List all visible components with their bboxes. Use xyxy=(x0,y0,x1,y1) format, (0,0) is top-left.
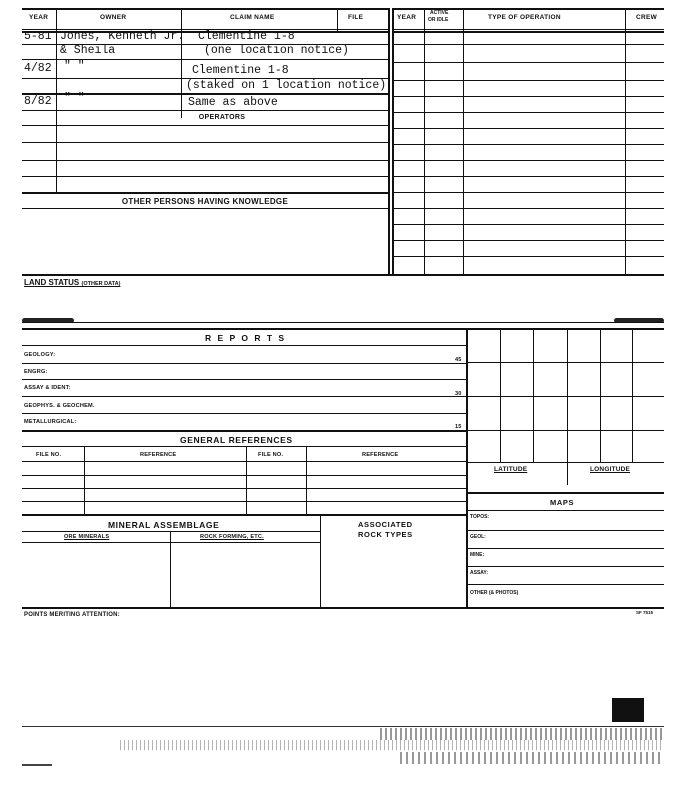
associated-label: ASSOCIATED xyxy=(358,520,413,529)
maps-row: TOPOS: xyxy=(470,514,490,520)
header-or-idle: OR IDLE xyxy=(428,17,449,23)
row-claim: (one location notice) xyxy=(204,44,349,57)
report-label: ENGRG: xyxy=(24,369,48,375)
rock-forming-header: ROCK FORMING, ETC. xyxy=(200,534,264,540)
header-claim-name: CLAIM NAME xyxy=(230,14,275,21)
row-owner: " " xyxy=(64,92,85,105)
ref-header-reference: REFERENCE xyxy=(362,452,399,458)
other-persons-label: OTHER PERSONS HAVING KNOWLEDGE xyxy=(121,197,289,206)
maps-row: MINE: xyxy=(470,552,485,558)
maps-title: MAPS xyxy=(550,498,575,507)
header-year: YEAR xyxy=(29,14,49,21)
maps-row: OTHER (& PHOTOS) xyxy=(470,590,519,596)
header-crew: CREW xyxy=(636,14,658,21)
report-label: METALLURGICAL: xyxy=(24,419,77,425)
row-owner: Jones, Kenneth Jr. xyxy=(60,30,185,43)
longitude-label: LONGITUDE xyxy=(590,466,631,473)
report-num: 45 xyxy=(455,357,462,363)
ref-header-file-no: FILE NO. xyxy=(36,452,62,458)
row-year: 5-81 xyxy=(24,30,52,43)
header-type-of-operation: TYPE OF OPERATION xyxy=(488,14,561,21)
row-claim: (staked on 1 location notice) xyxy=(186,79,387,92)
reports-title: R E P O R T S xyxy=(205,333,287,343)
ore-minerals-header: ORE MINERALS xyxy=(64,534,110,540)
row-year: 8/82 xyxy=(24,95,52,108)
maps-row: ASSAY: xyxy=(470,570,489,576)
report-label: ASSAY & IDENT: xyxy=(24,385,71,391)
latitude-label: LATITUDE xyxy=(494,466,528,473)
header-active: ACTIVE xyxy=(430,10,449,16)
row-owner: " " xyxy=(64,60,85,73)
land-status-label: LAND STATUS (OTHER DATA) xyxy=(24,278,121,287)
report-num: 15 xyxy=(455,424,462,430)
row-claim: Clementine 1-8 xyxy=(192,64,289,77)
rock-types-label: ROCK TYPES xyxy=(358,530,413,539)
row-claim: Clementine 1-8 xyxy=(198,30,295,43)
form-number: SF 7515 xyxy=(636,610,654,615)
row-year: 4/82 xyxy=(24,62,52,75)
header-year-2: YEAR xyxy=(397,14,417,21)
maps-row: GEOL: xyxy=(470,534,486,540)
header-owner: OWNER xyxy=(100,14,127,21)
row-claim: Same as above xyxy=(188,96,278,109)
ref-header-reference: REFERENCE xyxy=(140,452,177,458)
general-references-title: GENERAL REFERENCES xyxy=(180,435,293,445)
ref-header-file-no: FILE NO. xyxy=(258,452,284,458)
mineral-assemblage-title: MINERAL ASSEMBLAGE xyxy=(108,520,220,530)
points-meriting-attention-label: POINTS MERITING ATTENTION: xyxy=(24,612,120,618)
header-file: FILE xyxy=(348,14,364,21)
report-num: 30 xyxy=(455,391,462,397)
report-label: GEOLOGY: xyxy=(24,352,56,358)
operators-label: OPERATORS xyxy=(198,114,246,121)
report-label: GEOPHYS. & GEOCHEM. xyxy=(24,403,95,409)
row-owner: & Sheila xyxy=(60,44,116,57)
